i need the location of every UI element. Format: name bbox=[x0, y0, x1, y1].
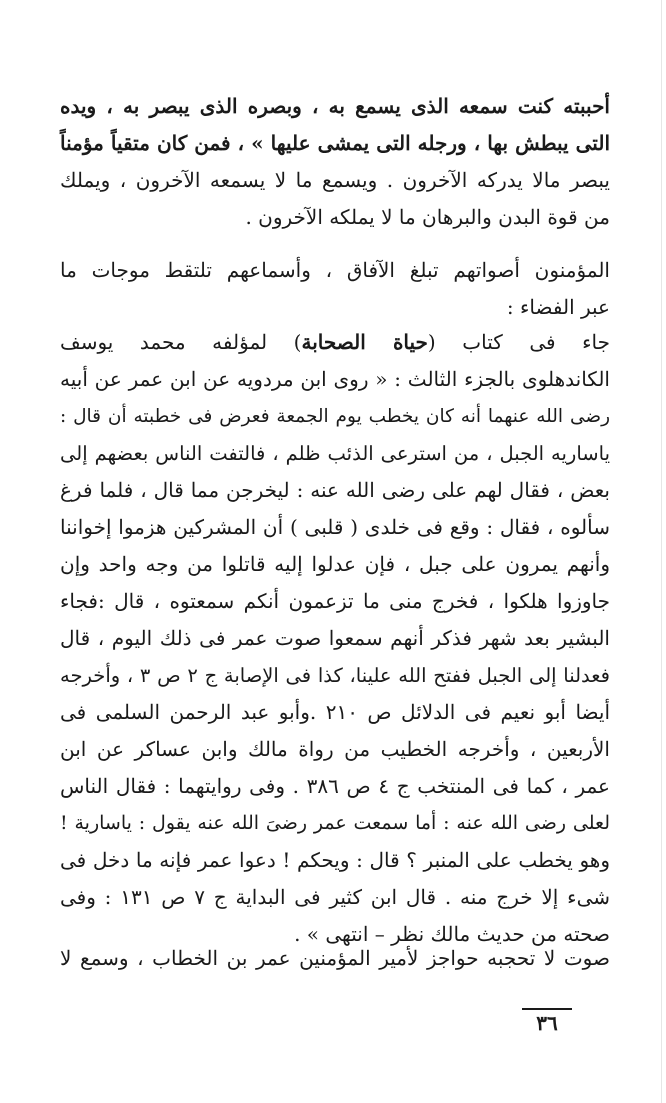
page-number: ٣٦ bbox=[522, 1008, 572, 1036]
text-line: من قوة البدن والبرهان ما لا يملكه الآخرون . bbox=[245, 205, 610, 229]
text-line: أحببته كنت سمعه الذى يسمع به ، وبصره الذى يبصر به ، ويده bbox=[60, 94, 610, 118]
text-segment: جاء فى كتاب ( bbox=[427, 330, 610, 354]
text-line: ياساريه الجبل ، من استرعى الذئب ظلم ، فالتفت الناس بعضهم إلى bbox=[60, 442, 610, 465]
text-line-with-title bbox=[60, 324, 610, 361]
text-line: يبصر مالا يدركه الآخرون . ويسمع ما لا يسمعه الآخرون ، ويملك bbox=[60, 168, 610, 192]
text-line: المؤمنون أصواتهم تبلغ الآفاق ، وأسماعهم تلتقط موجات ما bbox=[60, 258, 610, 282]
text-segment: ) لمؤلفه محمد يوسف bbox=[60, 330, 302, 354]
text-line: البشير بعد شهر فذكر أنهم سمعوا صوت عمر فى ذلك اليوم ، قال bbox=[60, 626, 610, 650]
text-line: الكاندهلوى بالجزء الثالث : « روى ابن مردويه عن ابن عمر عن أبيه bbox=[60, 367, 610, 391]
paragraph-2 bbox=[60, 252, 610, 326]
book-title: حياة الصحابة bbox=[301, 330, 428, 354]
text-line: بعض ، فقال لهم على رضى الله عنه : ليخرجن مما قال ، فلما فرغ bbox=[60, 478, 610, 502]
paragraph-3 bbox=[60, 324, 610, 953]
text-line: عمر ، كما فى المنتخب ج ٤ ص ٣٨٦ . وفى روايتهما : فقال الناس bbox=[60, 774, 610, 798]
paragraph-1 bbox=[60, 88, 610, 236]
text-line: رضى الله عنهما أنه كان يخطب يوم الجمعة فعرض فى خطبته أن قال : bbox=[60, 406, 610, 427]
text-segment: التى يبطش بها ، ورجله التى يمشى عليها » ، فمن كان متقياً مؤمناً bbox=[60, 131, 610, 155]
text-line: جاوزوا هلكوا ، فخرج منى ما تزعمون أنكم سمعتوه ، قال :فجاء bbox=[60, 589, 610, 613]
text-line: وهو يخطب على المنبر ؟ قال : ويحكم ! دعوا عمر فإنه ما دخل فى bbox=[60, 848, 610, 872]
text-line: شىء إلا خرج منه . قال ابن كثير فى البداية ج ٧ ص ١٣١ : وفى bbox=[60, 885, 610, 909]
text-line bbox=[60, 125, 610, 162]
text-line: عبر الفضاء : bbox=[506, 295, 610, 319]
page-edge bbox=[661, 0, 662, 1103]
text-line: أيضا أبو نعيم فى الدلائل ص ٢١٠ .وأبو عبد الرحمن السلمى فى bbox=[60, 700, 611, 724]
text-line: الأربعين ، وأخرجه الخطيب من رواة مالك وابن عساكر عن ابن bbox=[60, 737, 610, 761]
text-line: فعدلنا إلى الجبل ففتح الله علينا، كذا فى الإصابة ج ٢ ص ٣ ، وأخرجه bbox=[60, 664, 610, 687]
text-line: لعلى رضى الله عنه : أما سمعت عمر رضىَ الله عنه يقول : ياسارية ! bbox=[60, 812, 610, 834]
text-line: صوت لا تحجبه حواجز لأمير المؤمنين عمر بن الخطاب ، وسمع لا bbox=[60, 946, 610, 970]
paragraph-4 bbox=[60, 940, 610, 977]
text-line: سألوه ، فقال : وقع فى خلدى ( قلبى ) أن المشركين هزموا إخواننا bbox=[60, 515, 610, 539]
text-line: وأنهم يمرون على جبل ، فإن عدلوا إليه قاتلوا من وجه واحد وإن bbox=[60, 552, 610, 576]
text-line: صحته من حديث مالك نظر – انتهى » . bbox=[294, 922, 610, 946]
